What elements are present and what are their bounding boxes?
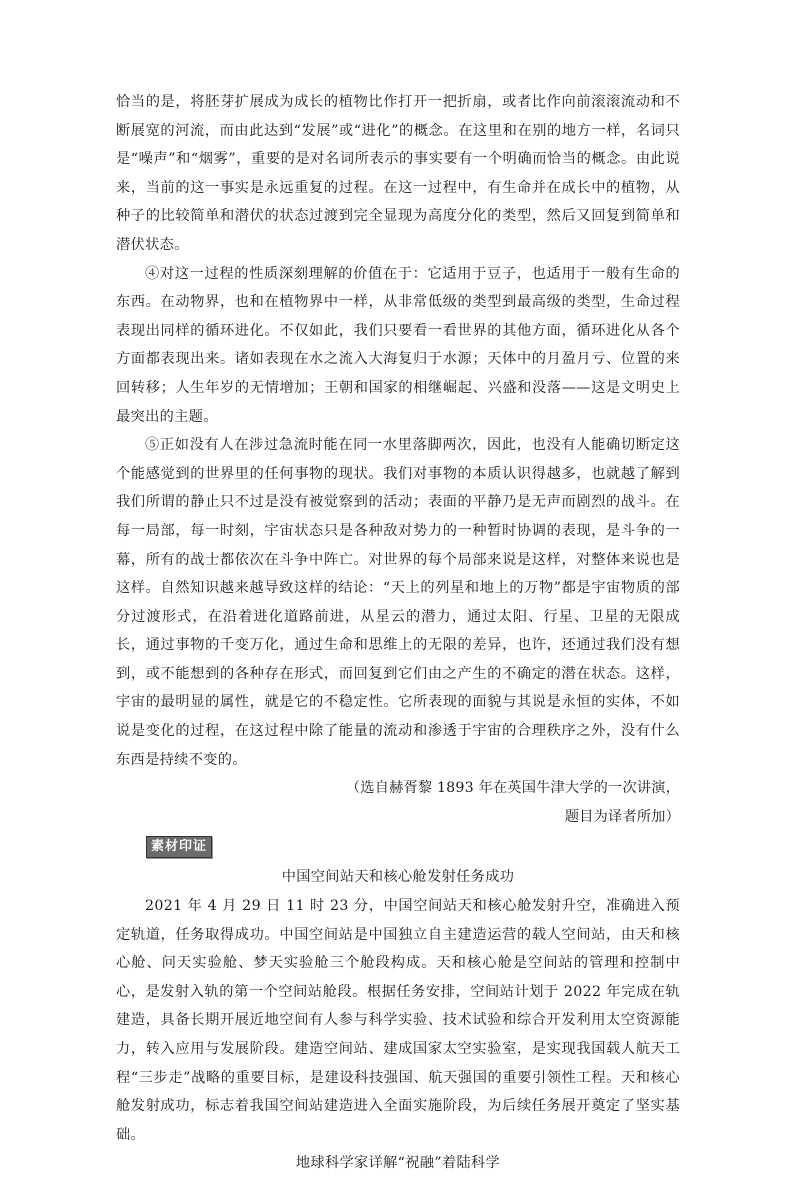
essay-source-line-2: 题目为译者所加）: [564, 808, 680, 825]
essay-paragraph-3-continued: 恰当的是，将胚芽扩展成为成长的植物比作打开一把折扇，或者比作向前滚滚流动和不断展宽的河流，而由此达到“发展”或“进化”的概念。在这里和在别的地方一样，名词只是“噪声”和“烟雾”，重要的是对名词所表示的事实要有一个明确而恰当的概念。由此说来，当前的这一事实是永远重复的过程。在这一过程中，有生命并在成长中的植物，从种子的比较简单和潜伏的状态过渡到完全显现为高度分化的类型，然后又回复到简单和潜伏状态。: [116, 94, 680, 253]
document-page: [116, 88, 680, 1178]
material-badge: 素材印证: [146, 836, 212, 858]
essay-source-line-1: （选自赫胥黎 1893 年在英国牛津大学的一次讲演，: [345, 780, 680, 797]
material-badge-row: [116, 833, 680, 863]
material-body-1: 2021 年 4 月 29 日 11 时 23 分，中国空间站天和核心舱发射升空，准确进入预定轨道，任务取得成功。中国空间站是中国独立自主建造运营的载人空间站，由天和核心舱、问天实验舱、梦天实验舱三个舱段构成。天和核心舱是空间站的管理和控制中心，是发射入轨的第一个空间站舱段。根据任务安排，空间站计划于 2022 年完成在轨建造，具备长期开展近地空间有人参与科学实验、技术试验和综合开发利用太空资源能力，转入应用与发展阶段。建造空间站、建成国家太空实验室，是实现我国载人航天工程“三步走”战略的重要目标，是建设科技强国、航天强国的重要引领性工程。天和核心舱发射成功，标志着我国空间站建造进入全面实施阶段，为后续任务展开奠定了坚实基础。: [116, 898, 680, 1143]
material-title-1: 中国空间站天和核心舱发射任务成功: [281, 869, 515, 886]
material-title-2: 地球科学家详解“祝融”着陆科学: [295, 1155, 501, 1172]
essay-paragraph-4: ④对这一过程的性质深刻理解的价值在于：它适用于豆子，也适用于一般有生命的东西。在动物界，也和在植物界中一样，从非常低级的类型到最高级的类型，生命过程表现出同样的循环进化。不仅如此，我们只要看一看世界的其他方面，循环进化从各个方面都表现出来。诸如表现在水之流入大海复归于水源；天体中的月盈月亏、位置的来回转移；人生年岁的无情增加；王朝和国家的相继崛起、兴盛和没落——这是文明史上最突出的主题。: [116, 265, 680, 425]
essay-paragraph-5: ⑤正如没有人在涉过急流时能在同一水里落脚两次，因此，也没有人能确切断定这个能感觉到的世界里的任何事物的现状。我们对事物的本质认识得越多，也就越了解到我们所谓的静止只不过是没有被觉察到的活动；表面的平静乃是无声而剧烈的战斗。在每一局部，每一时刻，宇宙状态只是各种敌对势力的一种暂时协调的表现，是斗争的一幕，所有的战士都依次在斗争中阵亡。对世界的每个局部来说是这样，对整体来说也是这样。自然知识越来越导致这样的结论：“天上的列星和地上的万物”都是宇宙物质的部分过渡形式，在沿着进化道路前进，从星云的潜力，通过太阳、行星、卫星的无限成长，通过事物的千变万化，通过生命和思维上的无限的差异，也许，还通过我们没有想到，或不能想到的各种存在形式，而回复到它们由之产生的不确定的潜在状态。这样，宇宙的最明显的属性，就是它的不稳定性。它所表现的面貌与其说是永恒的实体，不如说是变化的过程，在这过程中除了能量的流动和渗透于宇宙的合理秩序之外，没有什么东西是持续不变的。: [116, 437, 680, 768]
